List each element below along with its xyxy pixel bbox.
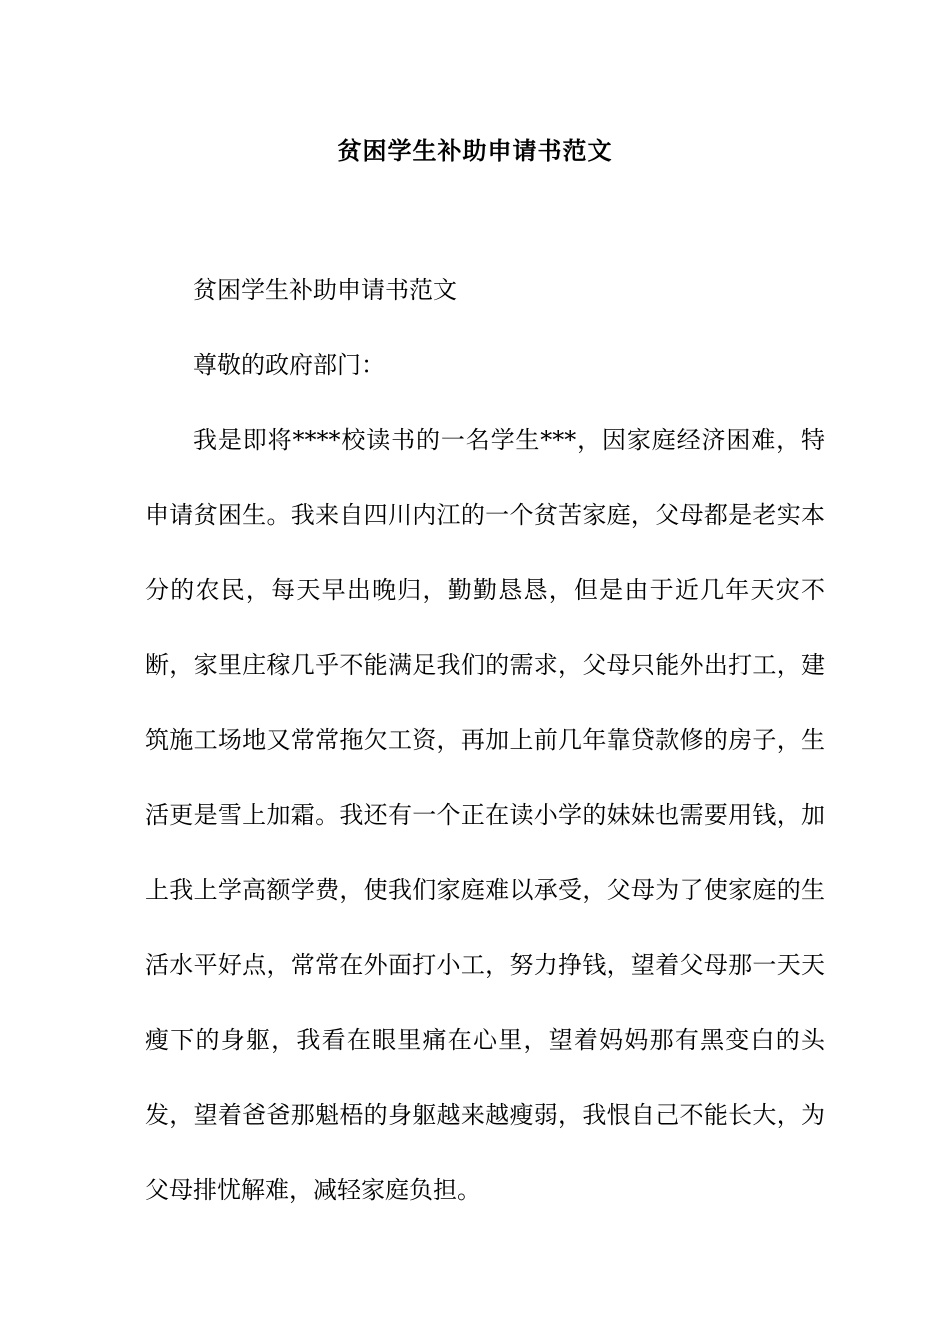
document-title: 贫困学生补助申请书范文 (337, 136, 613, 165)
salutation-line: 尊敬的政府部门： (193, 351, 385, 379)
body-paragraph: 我是即将****校读书的一名学生***，因家庭经济困难，特申请贫困生。我来自四川内江的一个贫苦家庭，父母都是老实本分的农民，每天早出晚归，勤勤恳恳，但是由于近几年天灾不断，家里庄稼几乎不能满足我们的需求，父母只能外出打工，建筑施工场地又常常拖欠工资，再加上前几年靠贷款修的房子，生活更是雪上加霜。我还有一个正在读小学的妹妹也需要用钱，加上我上学高额学费，使我们家庭难以承受，父母为了使家庭的生活水平好点，常常在外面打小工，努力挣钱，望着父母那一天天瘦下的身躯，我看在眼里痛在心里，望着妈妈那有黑变白的头发，望着爸爸那魁梧的身躯越来越瘦弱，我恨自己不能长大，为父母排忧解难，减轻家庭负担。 (145, 426, 825, 1204)
document-body (145, 253, 825, 1228)
subtitle-line: 贫困学生补助申请书范文 (193, 276, 457, 304)
